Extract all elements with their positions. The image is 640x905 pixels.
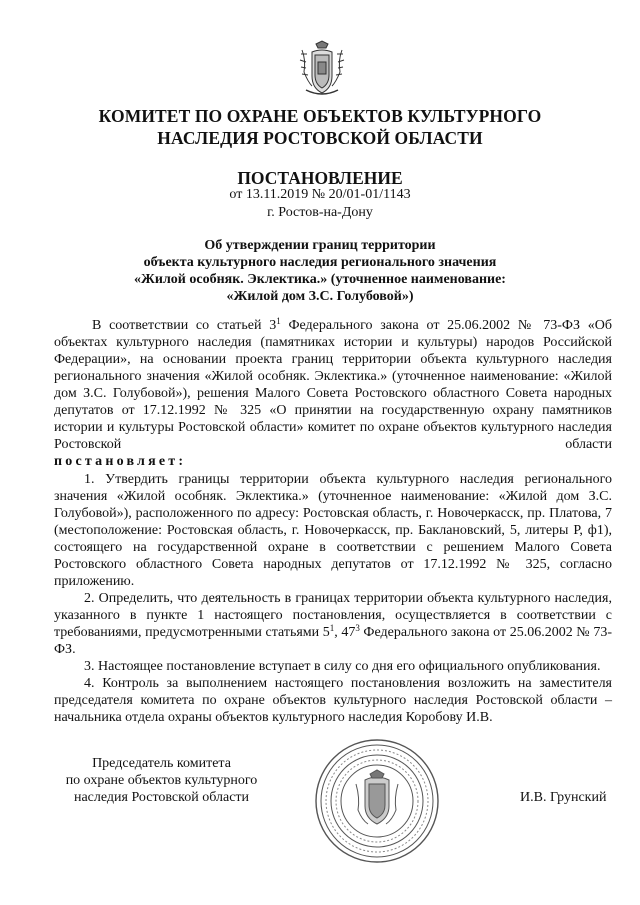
committee-name-line1: КОМИТЕТ ПО ОХРАНЕ ОБЪЕКТОВ КУЛЬТУРНОГО (98, 106, 542, 126)
signatory-name: И.В. Грунский (520, 790, 607, 805)
preamble (54, 317, 612, 470)
document-date-number: от 13.11.2019 № 20/01-01/1143 (229, 187, 411, 202)
document-type: ПОСТАНОВЛЕНИЕ (237, 168, 403, 188)
superscript: 1 (276, 316, 281, 326)
item-4: 4. Контроль за выполнением настоящего постановления возложить на заместителя председателя комитета по охране объектов культурного наследия Ростовской области – начальника отдела охраны объектов культурного наследия Коробову И.В. (54, 676, 612, 725)
preamble-paragraph (54, 317, 612, 453)
committee-name-line2: НАСЛЕДИЯ РОСТОВСКОЙ ОБЛАСТИ (157, 128, 483, 148)
title-line: «Жилой особняк. Эклектика.» (уточненное наименование: (134, 272, 506, 287)
document-title (0, 237, 640, 305)
title-line: «Жилой дом З.С. Голубовой») (226, 289, 414, 304)
item-text: , 47 (334, 625, 356, 640)
item-3: 3. Настоящее постановление вступает в силу со дня его официального опубликования. (84, 659, 601, 674)
official-seal-icon (314, 738, 440, 864)
superscript: 1 (329, 623, 335, 633)
item-text: 2. Определить, что деятельность в границах территории объекта культурного наследия, указанного в пункте 1 настоящего постановления, осуществляется в соответствии с требованиями, предусмотренными статьями 5 (54, 591, 612, 640)
document-place: г. Ростов-на-Дону (267, 205, 373, 220)
position-line: по охране объектов культурного (65, 773, 258, 788)
superscript: 3 (355, 623, 360, 633)
resolution-items (54, 471, 612, 726)
title-line: объекта культурного наследия регионального значения (143, 255, 497, 270)
position-line: Председатель комитета (92, 756, 231, 771)
signatory-position (54, 755, 269, 806)
resolve-word: постановляет: (54, 454, 187, 469)
title-line: Об утверждении границ территории (204, 238, 436, 253)
preamble-text: Федерального закона от 25.06.2002 № 73-ФЗ «Об объектах культурного наследия (памятниках истории и культуры) народов Российской Федерации», на основании проекта границ территории объекта культурного наследия регионального значения «Жилой особняк. Эклектика.» (уточненное наименование: «Жилой дом З.С. Голубовой»), решения Малого Совета Ростовского областного Совета народных депутатов от 17.12.1992 № 325 «О принятии на государственную охрану памятников истории и культуры Ростовской области» комитет по охране объектов культурного наследия Ростовской области (54, 318, 612, 452)
coat-of-arms-icon (298, 40, 346, 98)
item-2 (54, 590, 612, 658)
preamble-text: В соответствии со статьей 3 (92, 318, 277, 333)
position-line: наследия Ростовской области (73, 790, 250, 805)
item-1: 1. Утвердить границы территории объекта культурного наследия регионального значения «Жилой особняк. Эклектика.» (уточненное наименование: «Жилой дом З.С. Голубовой»), расположенного по адресу: Ростовская область, г. Новочеркасск, пр. Платова, 7 (местоположение: Ростовская область, г. Новочеркасск, пр. Баклановский, 5, литеры Р, ф1), состоящего на государственной охране в соответствии с решением Малого Совета Ростовского областного Совета народных депутатов от 17.12.1992 № 325, согласно приложению. (54, 472, 612, 589)
item-text: Федерального закона от 25.06.2002 № 73-ФЗ. (54, 625, 613, 657)
